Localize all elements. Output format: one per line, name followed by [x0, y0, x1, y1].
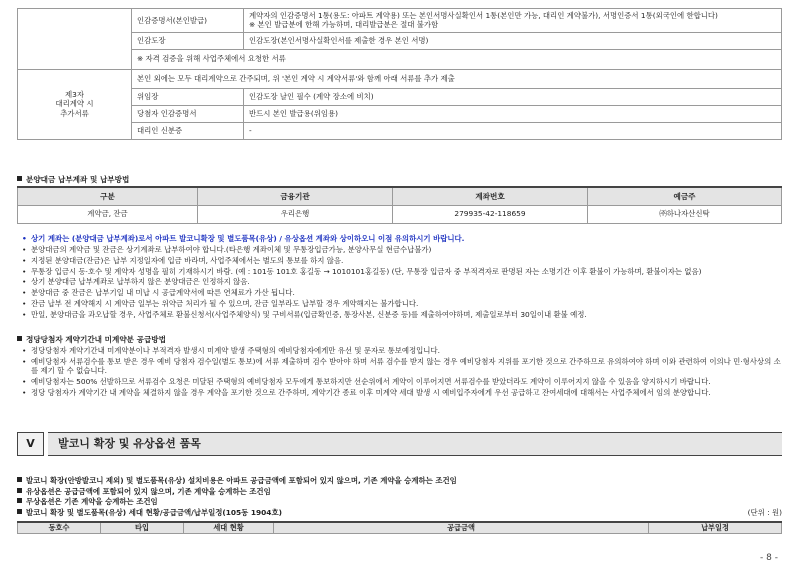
winner-section-heading: [17, 335, 166, 344]
payment-section-heading: [17, 175, 129, 184]
row-value: 인감도장 날인 필수 (계약 장소에 비치): [244, 88, 782, 105]
verification-notice: ※ 자격 검증을 위해 사업주체에서 요청한 서류: [132, 49, 782, 69]
list-item: • 무통장 입금시 동·호수 및 계약자 성명을 필히 기재하시기 바람. (예 : 101동 101호 홍길동 → 1010101홍길동) (단, 무통장 입금자 중 부적격자로 판명된 자는 소명기간 이후 환불이 가능하며, 환불이자는 없음): [22, 267, 784, 276]
row-value-note: ※ 본인 발급분에 한해 가능하며, 대리발급분은 절대 불가함: [249, 20, 439, 30]
unit-label: (단위 : 원): [747, 507, 782, 517]
chapter-banner: [17, 432, 782, 456]
list-item: • 분양대금 중 잔금은 납부기일 내 미납 시 공급계약서에 따른 연체료가 가산 됩니다.: [22, 288, 784, 297]
list-item: • 예비당첨자는 500% 선발하므로 서류검수 요청은 미달된 주택형의 예비당첨자 모두에게 통보하지만 선순위에서 계약이 이루어지면 서류검수를 받았더라도 계약이 이루어지지 않을 수 있음을 양지하시기 바랍니다.: [22, 377, 784, 386]
balcony-bullets: [17, 476, 782, 519]
list-item: • 분양대금의 계약금 및 잔금은 상기계좌로 납부하여야 합니다.(타은행 계좌이체 및 무통장입금가능, 분양사무실 현금수납불가): [22, 245, 784, 254]
list-item: • 정당 당첨자가 계약기간 내 계약을 체결하지 않을 경우 계약을 포기한 것으로 간주하며, 계약기간 종료 이후 미계약 세대 발생 시 예비입주자에게 우선 공급하고 잔여세대에 대해서는 사업주체에서 임의 분양합니다.: [22, 388, 784, 397]
table-cell: 계약금, 잔금: [18, 205, 198, 223]
square-bullet-icon: [17, 477, 22, 482]
bullet-text: 발코니 확장(안방발코니 제외) 및 별도품목(유상) 설치비용은 아파트 공급금액에 포함되어 있지 않으며, 기존 계약을 승계하는 조건임: [26, 476, 457, 485]
list-item: • 지정된 분양대금(잔금)은 납부 지정일자에 입금 바라며, 사업주체에서는 별도의 통보를 하지 않음.: [22, 256, 784, 265]
table-row: [18, 49, 782, 69]
row-label: 인감도장: [132, 32, 244, 49]
list-item: • 상기 계좌는 (분양대금 납부계좌)로서 아파트 발코니확장 및 별도품목(유상) / 유상옵션 계좌와 상이하오니 이점 유의하시기 바랍니다.: [22, 234, 784, 243]
table-row: [18, 122, 782, 139]
table-row: [18, 69, 782, 88]
column-header: 동호수: [18, 522, 101, 533]
bullet-row: [17, 476, 782, 485]
chapter-number: V: [17, 432, 44, 456]
page-number: - 8 -: [760, 553, 778, 563]
table-header-row: [18, 187, 782, 205]
list-item: • 정당당첨자 계약기간내 미계약분이나 부적격자 발생시 미계약 발생 주택형의 예비당첨자에게만 유선 및 문자로 통보예정입니다.: [22, 346, 784, 355]
list-item: • 예비당첨자 서류검수를 통보 받은 경우 예비 당첨자 검수일(별도 통보)에 서류 제출하며 검수 받아야 하며 서류 검수를 받지 않는 경우 예비당첨자 지위를 포기한 것으로 간주하므로 유의하여야 하며 이와 관련하여 이의나 민·형사상의 소를 제기 할 수 없습니다.: [22, 357, 784, 376]
column-header: 타입: [101, 522, 184, 533]
row-value-text: 계약자의 인감증명서 1통(용도: 아파트 계약용) 또는 본인서명사실확인서 1통(본인만 가능, 대리인 계약불가), 서명인증서 1통(외국인에 한합니다): [249, 11, 718, 20]
row-value: [244, 9, 782, 33]
bullet-text: 무상옵션은 기존 계약을 승계하는 조건임: [26, 497, 158, 507]
square-bullet-icon: [17, 498, 22, 503]
square-bullet-icon: [17, 509, 22, 514]
proxy-group-header: 본인 외에는 모두 대리계약으로 간주되며, 위 '본인 계약 시 계약서류'와 함께 아래 서류를 추가 제출: [132, 69, 782, 88]
column-header: 계좌번호: [393, 187, 588, 205]
table-row: [18, 105, 782, 122]
list-item: • 만일, 분양대금을 과오납할 경우, 사업주체로 환불신청서(사업주체양식) 및 구비서류(입금확인증, 통장사본, 신분증 등)를 제출하여야하며, 제출일로부터 30일이내 환불 예정.: [22, 310, 784, 319]
column-header: 공급금액: [274, 522, 649, 533]
table-row: [18, 88, 782, 105]
list-item: • 잔금 납부 전 계약해지 시 계약금 일부는 위약금 처리가 될 수 있으며, 잔금 일부라도 납부할 경우 계약해지는 불가합니다.: [22, 299, 784, 308]
bullet-row: [17, 487, 782, 496]
row-label: 위임장: [132, 88, 244, 105]
table-cell: 우리은행: [198, 205, 393, 223]
table-row: [18, 32, 782, 49]
option-table: [17, 521, 782, 534]
row-value: 반드시 본인 발급용(위임용): [244, 105, 782, 122]
row-label: 인감증명서(본인발급): [132, 9, 244, 33]
column-header: 예금주: [588, 187, 782, 205]
column-header: 납부일정: [649, 522, 782, 533]
table-row: [18, 205, 782, 223]
row-label: 대리인 신분증: [132, 122, 244, 139]
column-header: 금융기관: [198, 187, 393, 205]
row-label: 당첨자 인감증명서: [132, 105, 244, 122]
column-header: 세대 현황: [184, 522, 274, 533]
bullet-row: [17, 508, 782, 517]
chapter-title: 발코니 확장 및 유상옵션 품목: [48, 432, 782, 456]
proxy-group-label: 제3자 대리계약 시 추가서류: [18, 69, 132, 139]
bullet-row: [17, 497, 782, 506]
square-bullet-icon: [17, 336, 22, 341]
table-header-row: [18, 522, 782, 533]
square-bullet-icon: [17, 488, 22, 493]
table-cell: ㈜하나자산신탁: [588, 205, 782, 223]
bullet-text: 발코니 확장 및 별도품목(유상) 세대 현황/공급금액/납부일정(105동 1904호): [26, 507, 282, 517]
row-value: -: [244, 122, 782, 139]
heading-text: 분양대금 납부계좌 및 납부방법: [26, 175, 130, 184]
list-item: • 상기 분양대금 납부계좌로 납부하지 않은 분양대금은 인정하지 않음.: [22, 277, 784, 286]
payment-account-table: [17, 186, 782, 224]
payment-notes-list: [22, 234, 784, 321]
table-row: [18, 9, 782, 33]
winner-notes-list: [22, 346, 784, 399]
bullet-text: 유상옵션은 공급금액에 포함되어 있지 않으며, 기존 계약을 승계하는 조건임: [26, 486, 271, 496]
row-value: 인감도장(본인서명사실확인서를 제출한 경우 본인 서명): [244, 32, 782, 49]
column-header: 구분: [18, 187, 198, 205]
empty-group-cell: [18, 9, 132, 70]
table-cell: 279935-42-118659: [393, 205, 588, 223]
square-bullet-icon: [17, 176, 22, 181]
contract-documents-table: [17, 8, 782, 140]
heading-text: 정당당첨자 계약기간내 미계약분 공급방법: [26, 335, 166, 344]
